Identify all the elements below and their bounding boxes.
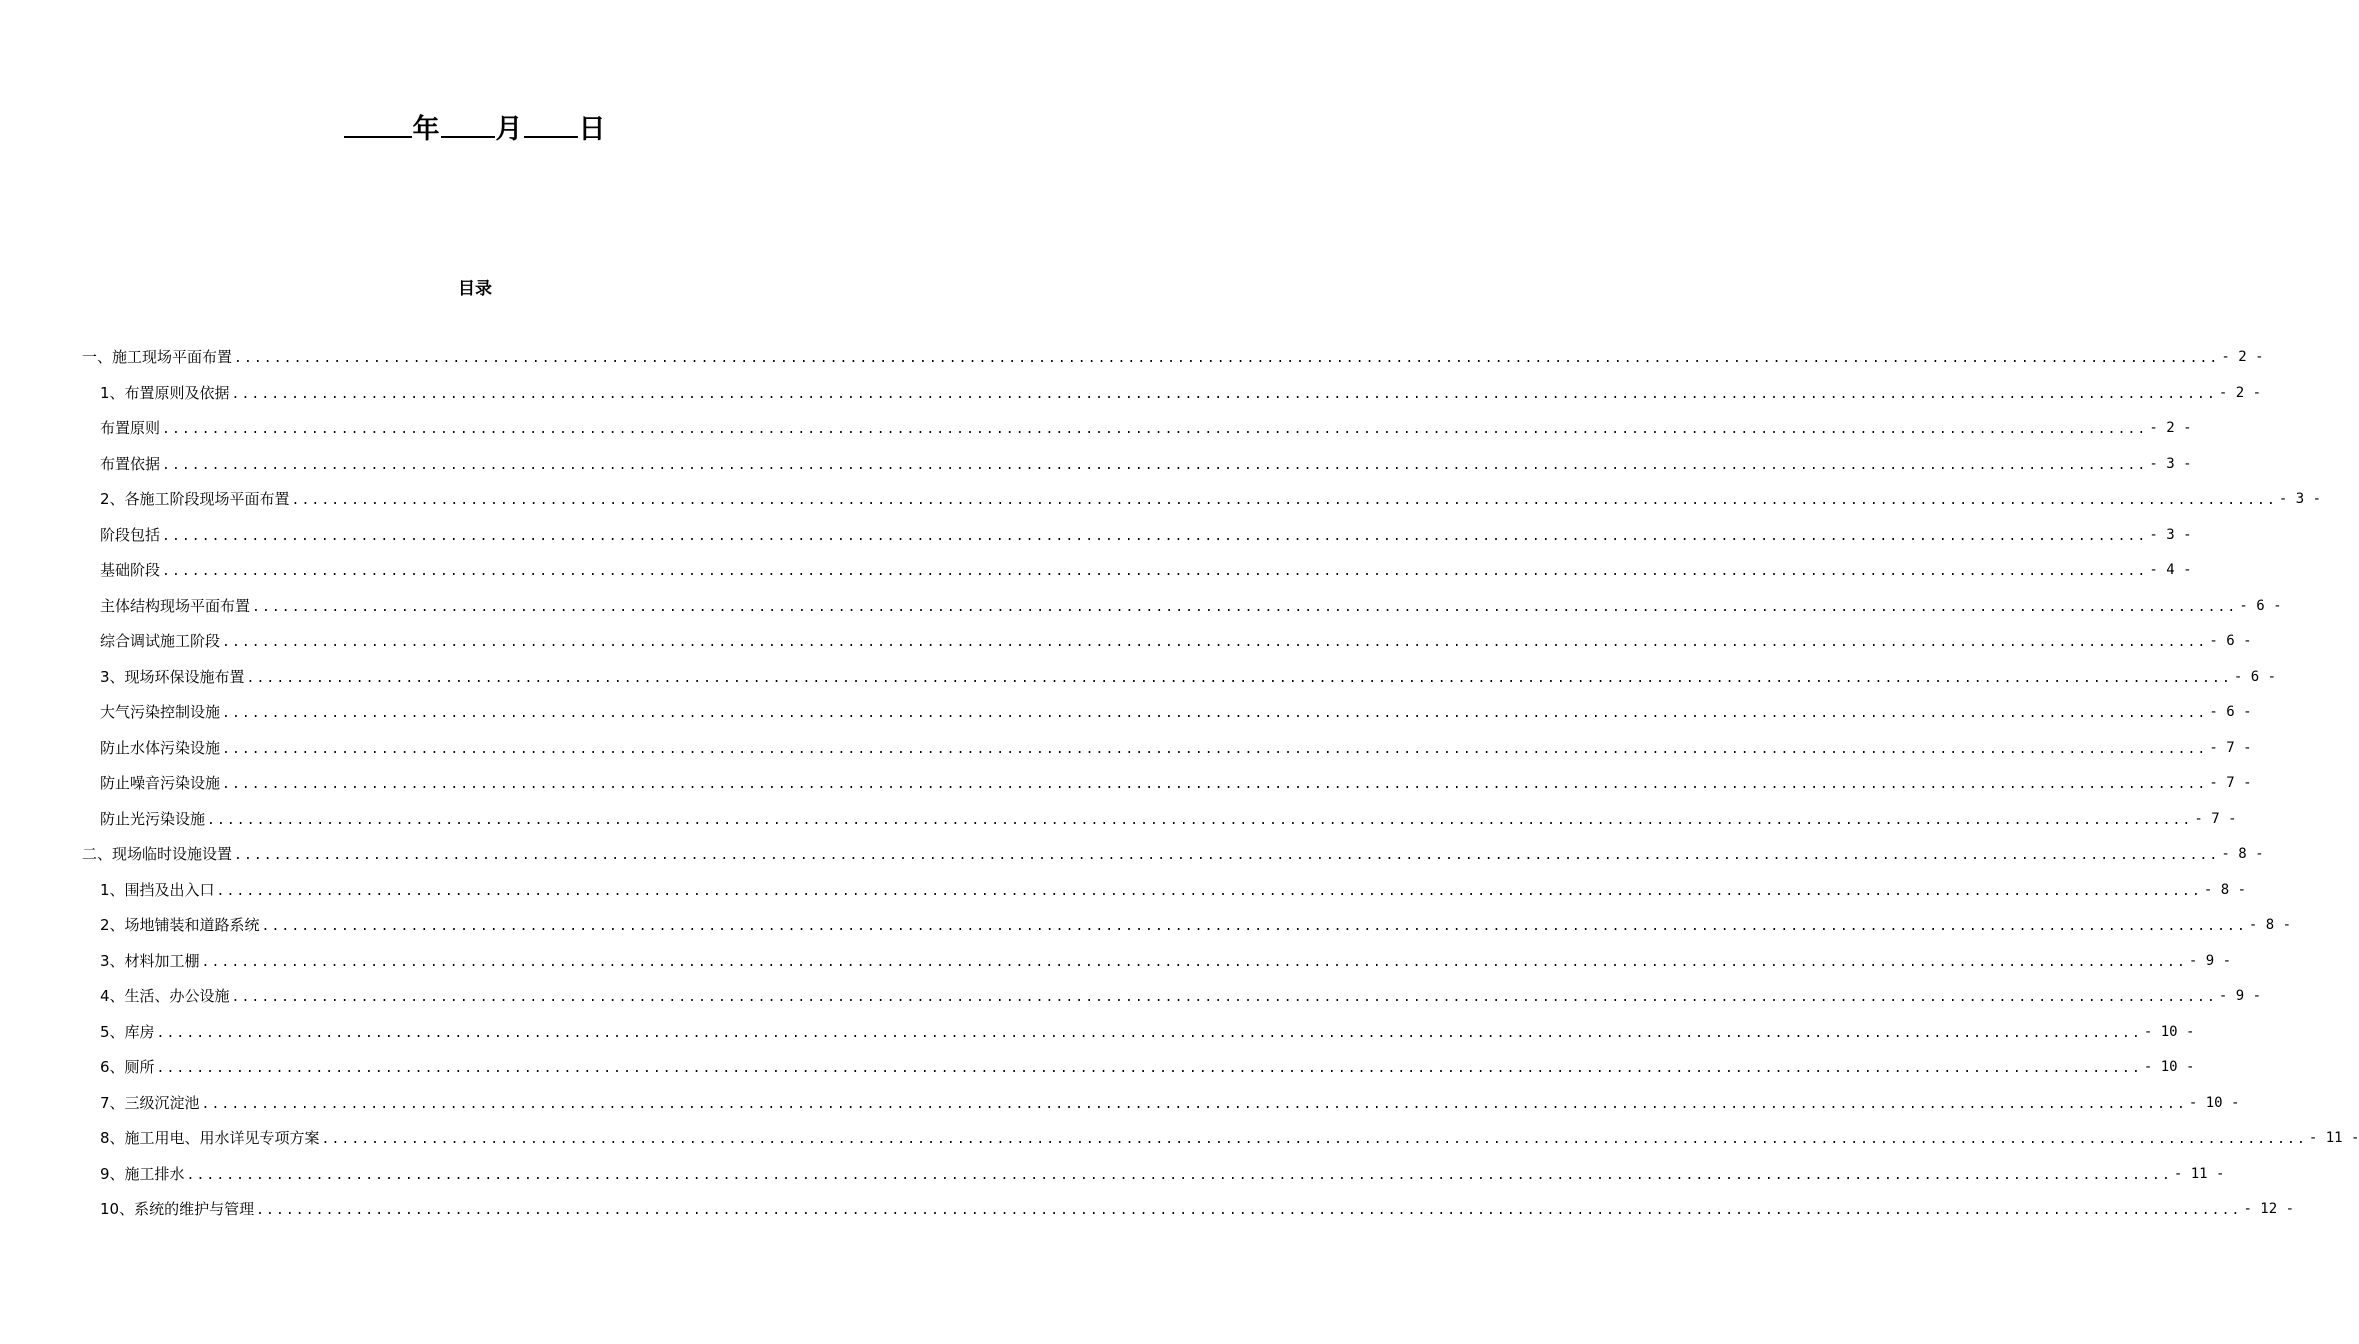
year-blank: [344, 106, 412, 138]
toc-entry-label: 防止噪音污染设施: [100, 774, 221, 792]
toc-entry-label: 3、材料加工棚: [100, 951, 200, 970]
year-label: 年: [412, 114, 440, 145]
toc-entry-page: - 6 -: [2233, 668, 2277, 685]
toc-entry-label: 5、库房: [100, 1022, 155, 1041]
toc-entry-page: - 7 -: [2194, 810, 2237, 827]
date-fill-line: [0, 106, 950, 150]
toc-entry-label: 6、厕所: [100, 1058, 155, 1076]
toc-entry[interactable]: [100, 910, 2292, 940]
toc-entry-page: - 2 -: [2149, 420, 2192, 436]
toc-dot-leader: ........................................................................................................................................................................................................: [156, 1061, 2142, 1076]
toc-entry-page: - 2 -: [2218, 384, 2262, 401]
toc-entry-label: 大气污染控制设施: [100, 703, 221, 721]
toc-entry-label: 防止光污染设施: [100, 809, 206, 828]
day-label: 日: [578, 114, 606, 145]
toc-entry-label: 4、生活、办公设施: [100, 987, 230, 1005]
toc-entry-page: - 11 -: [2173, 1165, 2225, 1182]
toc-entry-page: - 3 -: [2149, 526, 2192, 543]
toc-entry-page: - 7 -: [2209, 775, 2252, 791]
toc-entry[interactable]: [100, 1017, 2195, 1047]
toc-entry-page: - 10 -: [2143, 1059, 2195, 1075]
toc-entry[interactable]: [100, 591, 2282, 621]
toc-entry-label: 一、施工现场平面布置: [82, 348, 233, 366]
toc-dot-leader: ........................................................................................................................................................................................................: [162, 528, 2148, 544]
toc-entry[interactable]: [100, 413, 2192, 443]
toc-dot-leader: ........................................................................................................................................................................................................: [156, 1025, 2142, 1041]
toc-dot-leader: ........................................................................................................................................................................................................: [186, 1167, 2172, 1183]
toc-entry-label: 1、布置原则及依据: [100, 383, 230, 402]
toc-dot-leader: ........................................................................................................................................................................................................: [222, 741, 2208, 757]
toc-entry-page: - 10 -: [2143, 1023, 2195, 1040]
toc-entry-label: 10、系统的维护与管理: [100, 1200, 255, 1218]
toc-dot-leader: ........................................................................................................................................................................................................: [222, 635, 2208, 650]
toc-entry-label: 3、现场环保设施布置: [100, 667, 245, 686]
toc-dot-leader: ........................................................................................................................................................................................................: [162, 422, 2148, 437]
toc-title: 目录: [458, 279, 492, 299]
toc-dot-leader: ........................................................................................................................................................................................................: [231, 386, 2217, 402]
toc-entry[interactable]: [100, 768, 2252, 798]
toc-entry[interactable]: [100, 378, 2262, 408]
toc-dot-leader: ........................................................................................................................................................................................................: [246, 670, 2232, 686]
toc-entry[interactable]: [100, 804, 2237, 834]
toc-entry-page: - 6 -: [2209, 704, 2252, 720]
toc-entry-page: - 12 -: [2243, 1201, 2295, 1217]
toc-entry[interactable]: [82, 342, 2264, 372]
toc-entry-page: - 9 -: [2188, 952, 2232, 969]
toc-entry[interactable]: [100, 662, 2277, 692]
toc-entry[interactable]: [100, 1159, 2225, 1189]
toc-dot-leader: ........................................................................................................................................................................................................: [222, 777, 2208, 792]
toc-entry-label: 二、现场临时设施设置: [82, 845, 233, 863]
toc-entry-page: - 9 -: [2218, 988, 2262, 1004]
day-blank: [524, 106, 578, 138]
toc-dot-leader: ........................................................................................................................................................................................................: [291, 493, 2277, 508]
toc-entry-label: 基础阶段: [100, 561, 161, 579]
toc-entry-label: 2、各施工阶段现场平面布置: [100, 490, 290, 508]
toc-entry[interactable]: [100, 626, 2252, 656]
toc-entry-label: 2、场地铺装和道路系统: [100, 916, 260, 934]
toc-entry[interactable]: [100, 449, 2192, 479]
toc-dot-leader: ........................................................................................................................................................................................................: [261, 919, 2247, 934]
toc-dot-leader: ........................................................................................................................................................................................................: [234, 351, 2220, 366]
toc-entry-label: 综合调试施工阶段: [100, 632, 221, 650]
toc-entry-page: - 7 -: [2209, 739, 2252, 756]
toc-dot-leader: ........................................................................................................................................................................................................: [222, 706, 2208, 721]
toc-entry[interactable]: [100, 1052, 2195, 1082]
toc-dot-leader: ........................................................................................................................................................................................................: [162, 564, 2148, 579]
toc-entry-label: 9、施工排水: [100, 1164, 185, 1183]
month-label: 月: [495, 114, 523, 145]
toc-entry-page: - 2 -: [2221, 349, 2264, 365]
toc-entry[interactable]: [82, 839, 2264, 869]
toc-entry-page: - 3 -: [2278, 491, 2322, 507]
toc-dot-leader: ........................................................................................................................................................................................................: [252, 599, 2238, 615]
toc-entry-page: - 4 -: [2149, 562, 2192, 578]
toc-entry-label: 8、施工用电、用水详见专项方案: [100, 1129, 320, 1147]
toc-entry-label: 主体结构现场平面布置: [100, 596, 251, 615]
toc-entry-page: - 3 -: [2149, 455, 2192, 472]
toc-entry[interactable]: [100, 484, 2322, 514]
toc-entry-label: 布置原则: [100, 419, 161, 437]
toc-entry-page: - 8 -: [2221, 846, 2264, 862]
toc-entry-page: - 11 -: [2308, 1130, 2359, 1146]
toc-dot-leader: ........................................................................................................................................................................................................: [231, 990, 2217, 1005]
toc-entry[interactable]: [100, 520, 2192, 550]
toc-dot-leader: ........................................................................................................................................................................................................: [216, 883, 2202, 899]
toc-entry-page: - 6 -: [2239, 597, 2282, 614]
toc-dot-leader: ........................................................................................................................................................................................................: [256, 1203, 2242, 1218]
toc-entry-label: 防止水体污染设施: [100, 738, 221, 757]
toc-entry[interactable]: [100, 981, 2262, 1011]
month-blank: [441, 106, 495, 138]
toc-entry-label: 7、三级沉淀池: [100, 1093, 200, 1112]
toc-dot-leader: ........................................................................................................................................................................................................: [234, 848, 2220, 863]
toc-dot-leader: ........................................................................................................................................................................................................: [162, 457, 2148, 473]
toc-entry-label: 阶段包括: [100, 525, 161, 544]
toc-dot-leader: ........................................................................................................................................................................................................: [201, 954, 2187, 970]
toc-dot-leader: ........................................................................................................................................................................................................: [201, 1096, 2187, 1112]
toc-entry[interactable]: [100, 555, 2192, 585]
toc-entry[interactable]: [100, 1088, 2240, 1118]
toc-entry-page: - 8 -: [2203, 881, 2247, 898]
toc-entry-label: 1、围挡及出入口: [100, 880, 215, 899]
toc-entry[interactable]: [100, 733, 2252, 763]
toc-entry[interactable]: [100, 697, 2252, 727]
toc-entry[interactable]: [100, 946, 2232, 976]
toc-dot-leader: ........................................................................................................................................................................................................: [207, 812, 2193, 828]
toc-entry-page: - 8 -: [2248, 917, 2292, 933]
toc-entry[interactable]: [100, 875, 2247, 905]
toc-entry-page: - 10 -: [2188, 1094, 2240, 1111]
toc-entry[interactable]: [100, 1123, 2359, 1153]
toc-entry-page: - 6 -: [2209, 633, 2252, 649]
toc-entry-label: 布置依据: [100, 454, 161, 473]
toc-entry[interactable]: [100, 1194, 2295, 1224]
toc-dot-leader: ........................................................................................................................................................................................................: [321, 1132, 2307, 1147]
